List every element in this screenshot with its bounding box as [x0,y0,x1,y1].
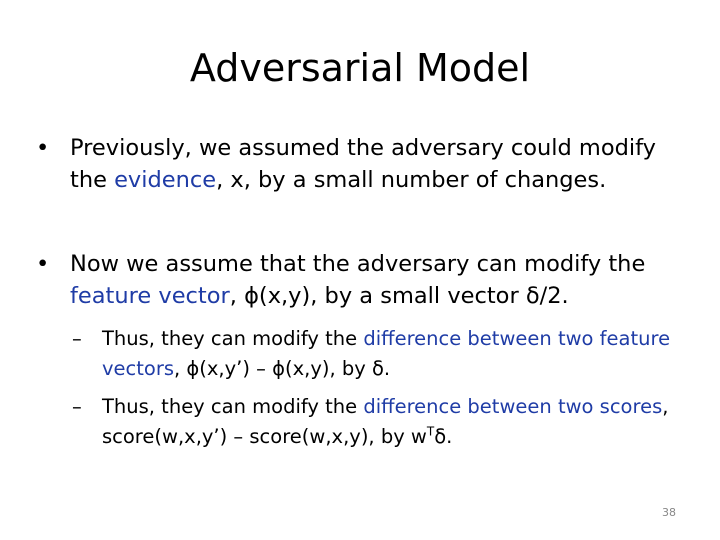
sub-bullet-text: δ. [434,425,453,448]
bullet-text: , x, by a small number of changes. [216,167,607,193]
highlight-feature-vector: feature vector [70,283,230,309]
bullet-marker: • [36,251,50,277]
bullet-previous-assumption [36,132,676,196]
page-number: 38 [662,506,676,519]
highlight-evidence: evidence [114,167,217,193]
bullet-text: , ϕ(x,y), by a small vector δ/2. [229,283,569,309]
sub-bullet-text: Thus, they can modify the [102,327,364,350]
highlight-feature-difference: difference between two feature vectors [102,327,671,380]
sub-bullet-text: , ϕ(x,y’) – ϕ(x,y), by δ. [174,357,391,380]
highlight-score-difference: difference between two scores [363,395,663,418]
bullet-text: Previously, we assumed the adversary could modify the [70,135,656,193]
sub-bullet-score-difference [72,392,672,452]
slide-title: Adversarial Model [189,46,531,90]
sub-bullet-text: , score(w,x,y’) – score(w,x,y), by w [102,395,669,448]
sub-bullet-text: Thus, they can modify the [102,395,364,418]
sub-bullet-marker: – [72,327,82,350]
bullet-text: Now we assume that the adversary can modify the [70,251,646,277]
sub-bullet-feature-difference [72,324,672,384]
bullet-marker: • [36,135,50,161]
transpose-superscript: T [426,424,435,439]
sub-bullet-marker: – [72,395,82,418]
bullet-new-assumption [36,248,676,312]
